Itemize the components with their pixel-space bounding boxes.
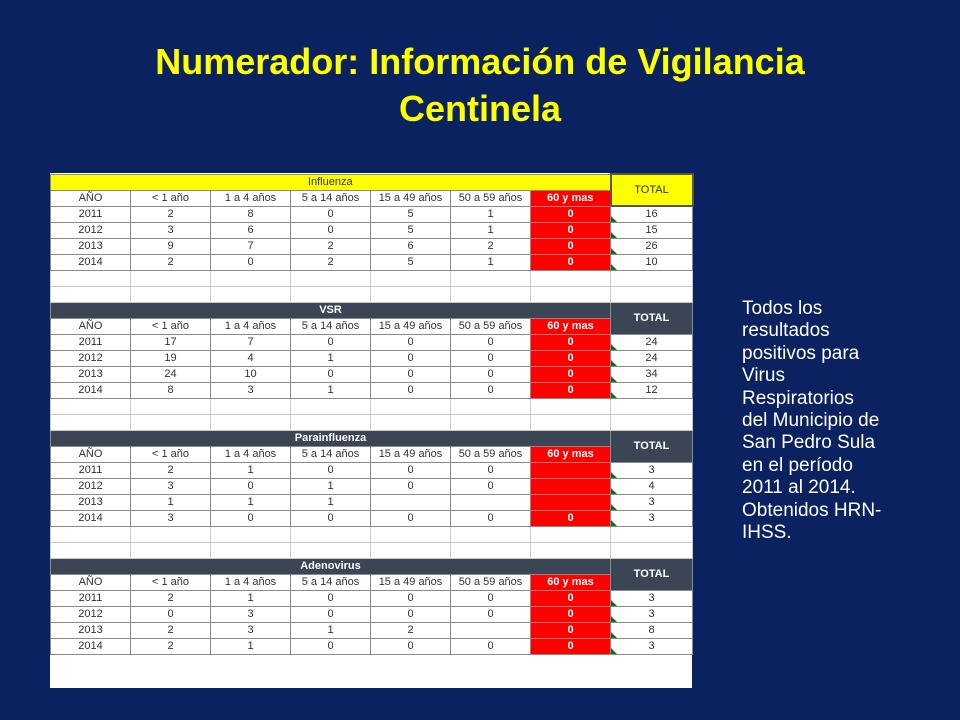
total-cell xyxy=(611,223,693,239)
description-line: resultados xyxy=(742,320,830,342)
value-cell: 3 xyxy=(131,511,211,527)
value-cell: 0 xyxy=(451,335,531,351)
value-cell: 2 xyxy=(131,463,211,479)
description-text xyxy=(742,298,932,544)
value-cell: 1 xyxy=(211,463,291,479)
value-cell: 4 xyxy=(211,351,291,367)
empty-cell xyxy=(131,527,211,543)
empty-cell xyxy=(131,399,211,415)
value-cell: 0 xyxy=(531,383,611,399)
value-cell: 1 xyxy=(211,639,291,655)
value-cell: 6 xyxy=(371,239,451,255)
total-cell xyxy=(611,639,693,655)
total-cell xyxy=(611,463,693,479)
value-cell: 0 xyxy=(291,591,371,607)
value-cell xyxy=(531,495,611,511)
column-header: 50 a 59 años xyxy=(451,190,531,206)
column-header-row xyxy=(51,190,693,206)
column-header: 5 a 14 años xyxy=(291,319,371,335)
cell-marker-icon xyxy=(611,264,617,270)
value-cell: 1 xyxy=(451,206,531,223)
empty-row xyxy=(51,399,693,415)
empty-cell xyxy=(531,399,611,415)
empty-cell xyxy=(451,543,531,559)
value-cell: 0 xyxy=(291,463,371,479)
year-cell: 2012 xyxy=(51,223,131,239)
column-header: 50 a 59 años xyxy=(451,575,531,591)
value-cell: 0 xyxy=(371,367,451,383)
column-header: < 1 año xyxy=(131,319,211,335)
empty-cell xyxy=(211,287,291,303)
value-cell: 2 xyxy=(291,239,371,255)
value-cell: 0 xyxy=(371,479,451,495)
empty-cell xyxy=(531,415,611,431)
value-cell: 2 xyxy=(131,591,211,607)
value-cell: 1 xyxy=(211,495,291,511)
column-header: 1 a 4 años xyxy=(211,319,291,335)
empty-cell xyxy=(291,415,371,431)
column-header: < 1 año xyxy=(131,575,211,591)
value-cell: 8 xyxy=(131,383,211,399)
value-cell: 2 xyxy=(131,255,211,271)
total-cell xyxy=(611,335,693,351)
cell-marker-icon xyxy=(611,488,617,494)
value-cell: 0 xyxy=(531,591,611,607)
total-cell xyxy=(611,623,693,639)
value-cell: 3 xyxy=(211,623,291,639)
value-cell: 7 xyxy=(211,239,291,255)
value-cell: 2 xyxy=(131,639,211,655)
empty-row xyxy=(51,287,693,303)
table-row xyxy=(51,335,693,351)
value-cell: 0 xyxy=(211,479,291,495)
empty-cell xyxy=(531,271,611,287)
value-cell: 5 xyxy=(371,255,451,271)
year-cell: 2012 xyxy=(51,607,131,623)
value-cell: 1 xyxy=(291,479,371,495)
total-value: 10 xyxy=(645,256,658,268)
value-cell xyxy=(451,623,531,639)
value-cell: 0 xyxy=(291,367,371,383)
value-cell: 6 xyxy=(211,223,291,239)
cell-marker-icon xyxy=(611,616,617,622)
column-header: AÑO xyxy=(51,319,131,335)
empty-cell xyxy=(51,543,131,559)
cell-marker-icon xyxy=(611,632,617,638)
column-header: 1 a 4 años xyxy=(211,447,291,463)
table-row xyxy=(51,607,693,623)
value-cell: 0 xyxy=(451,639,531,655)
total-header: TOTAL xyxy=(611,303,693,335)
table-row xyxy=(51,223,693,239)
description-line: positivos para xyxy=(742,342,860,364)
value-cell: 7 xyxy=(211,335,291,351)
surveillance-table xyxy=(50,173,694,655)
total-value: 16 xyxy=(645,208,658,220)
empty-cell xyxy=(51,527,131,543)
empty-cell xyxy=(451,415,531,431)
value-cell: 0 xyxy=(531,351,611,367)
value-cell: 0 xyxy=(451,351,531,367)
value-cell: 0 xyxy=(131,607,211,623)
value-cell: 2 xyxy=(451,239,531,255)
empty-cell xyxy=(51,399,131,415)
year-cell: 2014 xyxy=(51,255,131,271)
year-cell: 2013 xyxy=(51,495,131,511)
empty-cell xyxy=(451,399,531,415)
value-cell: 2 xyxy=(371,623,451,639)
slide-title-line-1: Numerador: Información de Vigilancia xyxy=(155,41,805,82)
column-header-row xyxy=(51,447,693,463)
cell-marker-icon xyxy=(611,376,617,382)
cell-marker-icon xyxy=(611,520,617,526)
year-cell: 2011 xyxy=(51,335,131,351)
value-cell: 3 xyxy=(211,607,291,623)
description-line: San Pedro Sula xyxy=(742,432,876,454)
year-cell: 2013 xyxy=(51,623,131,639)
value-cell: 0 xyxy=(371,511,451,527)
value-cell: 0 xyxy=(291,335,371,351)
column-header: 60 y mas xyxy=(531,319,611,335)
table-row xyxy=(51,351,693,367)
empty-cell xyxy=(51,271,131,287)
total-cell xyxy=(611,479,693,495)
description-line: del Municipio de xyxy=(742,410,880,432)
column-header: 50 a 59 años xyxy=(451,447,531,463)
value-cell: 1 xyxy=(131,495,211,511)
value-cell: 5 xyxy=(371,223,451,239)
year-cell: 2013 xyxy=(51,239,131,255)
empty-cell xyxy=(611,543,693,559)
year-cell: 2013 xyxy=(51,367,131,383)
year-cell: 2014 xyxy=(51,639,131,655)
empty-cell xyxy=(51,415,131,431)
description-line: Obtenidos HRN- xyxy=(742,499,882,521)
total-value: 3 xyxy=(648,512,655,524)
virus-name: Parainfluenza xyxy=(51,431,611,447)
total-header: TOTAL xyxy=(611,174,693,206)
empty-cell xyxy=(371,271,451,287)
empty-cell xyxy=(531,543,611,559)
total-header: TOTAL xyxy=(611,431,693,463)
virus-name: Adenovirus xyxy=(51,559,611,575)
value-cell: 2 xyxy=(291,255,371,271)
empty-row xyxy=(51,527,693,543)
total-value: 3 xyxy=(648,608,655,620)
table-row xyxy=(51,623,693,639)
column-header: 50 a 59 años xyxy=(451,319,531,335)
value-cell: 24 xyxy=(131,367,211,383)
empty-row xyxy=(51,415,693,431)
value-cell: 0 xyxy=(211,255,291,271)
value-cell: 0 xyxy=(531,239,611,255)
value-cell: 0 xyxy=(531,367,611,383)
value-cell: 0 xyxy=(291,223,371,239)
value-cell: 1 xyxy=(291,623,371,639)
value-cell: 0 xyxy=(371,591,451,607)
value-cell: 0 xyxy=(371,639,451,655)
empty-cell xyxy=(291,271,371,287)
column-header: 1 a 4 años xyxy=(211,575,291,591)
total-cell xyxy=(611,383,693,399)
value-cell: 3 xyxy=(211,383,291,399)
value-cell: 2 xyxy=(131,206,211,223)
year-cell: 2012 xyxy=(51,479,131,495)
value-cell: 0 xyxy=(531,206,611,223)
table-row xyxy=(51,206,693,223)
total-value: 12 xyxy=(645,384,658,396)
value-cell xyxy=(451,495,531,511)
value-cell: 0 xyxy=(451,479,531,495)
description-line: Todos los xyxy=(742,298,823,319)
total-cell xyxy=(611,495,693,511)
empty-cell xyxy=(291,527,371,543)
cell-marker-icon xyxy=(611,216,617,222)
value-cell: 1 xyxy=(291,351,371,367)
empty-cell xyxy=(371,415,451,431)
total-value: 26 xyxy=(645,240,658,252)
year-cell: 2014 xyxy=(51,383,131,399)
value-cell: 0 xyxy=(451,511,531,527)
total-cell xyxy=(611,607,693,623)
empty-cell xyxy=(371,543,451,559)
column-header: < 1 año xyxy=(131,190,211,206)
section-header-row xyxy=(51,174,693,190)
total-value: 15 xyxy=(645,224,658,236)
column-header: 60 y mas xyxy=(531,447,611,463)
cell-marker-icon xyxy=(611,392,617,398)
empty-cell xyxy=(291,399,371,415)
description-line: Respiratorios xyxy=(742,387,854,409)
column-header: 1 a 4 años xyxy=(211,190,291,206)
total-cell xyxy=(611,511,693,527)
empty-cell xyxy=(451,271,531,287)
value-cell: 2 xyxy=(131,623,211,639)
table-row xyxy=(51,479,693,495)
description-line: en el período xyxy=(742,454,853,476)
table-row xyxy=(51,463,693,479)
empty-cell xyxy=(211,399,291,415)
value-cell: 1 xyxy=(451,255,531,271)
total-value: 3 xyxy=(648,640,655,652)
value-cell: 0 xyxy=(451,383,531,399)
year-cell: 2011 xyxy=(51,206,131,223)
year-cell: 2014 xyxy=(51,511,131,527)
slide-title xyxy=(0,38,960,132)
empty-cell xyxy=(371,399,451,415)
value-cell: 3 xyxy=(131,223,211,239)
table-row xyxy=(51,239,693,255)
value-cell: 3 xyxy=(131,479,211,495)
empty-cell xyxy=(531,527,611,543)
column-header: 15 a 49 años xyxy=(371,319,451,335)
value-cell: 0 xyxy=(531,639,611,655)
empty-cell xyxy=(611,415,693,431)
total-value: 4 xyxy=(648,480,655,492)
total-cell xyxy=(611,239,693,255)
cell-marker-icon xyxy=(611,648,617,654)
total-value: 34 xyxy=(645,368,658,380)
cell-marker-icon xyxy=(611,600,617,606)
value-cell: 0 xyxy=(291,639,371,655)
column-header: 5 a 14 años xyxy=(291,190,371,206)
total-header: TOTAL xyxy=(611,559,693,591)
empty-cell xyxy=(211,271,291,287)
value-cell: 0 xyxy=(371,351,451,367)
value-cell xyxy=(531,479,611,495)
empty-cell xyxy=(611,527,693,543)
value-cell: 0 xyxy=(531,255,611,271)
section-header-row xyxy=(51,559,693,575)
value-cell: 10 xyxy=(211,367,291,383)
column-header: AÑO xyxy=(51,575,131,591)
column-header: 60 y mas xyxy=(531,190,611,206)
value-cell: 0 xyxy=(451,607,531,623)
empty-cell xyxy=(211,543,291,559)
value-cell: 0 xyxy=(371,383,451,399)
total-cell xyxy=(611,255,693,271)
year-cell: 2011 xyxy=(51,591,131,607)
total-cell xyxy=(611,351,693,367)
value-cell: 0 xyxy=(291,607,371,623)
total-cell xyxy=(611,591,693,607)
column-header: 60 y mas xyxy=(531,575,611,591)
empty-cell xyxy=(371,287,451,303)
table-row xyxy=(51,639,693,655)
empty-cell xyxy=(611,399,693,415)
column-header-row xyxy=(51,575,693,591)
value-cell: 0 xyxy=(531,623,611,639)
column-header: 15 a 49 años xyxy=(371,575,451,591)
value-cell: 0 xyxy=(211,511,291,527)
value-cell: 8 xyxy=(211,206,291,223)
table-row xyxy=(51,255,693,271)
value-cell: 1 xyxy=(291,383,371,399)
cell-marker-icon xyxy=(611,248,617,254)
slide-title-line-2: Centinela xyxy=(398,88,562,129)
empty-cell xyxy=(611,271,693,287)
description-line: Virus xyxy=(742,365,785,387)
table-row xyxy=(51,383,693,399)
empty-cell xyxy=(291,287,371,303)
empty-row xyxy=(51,543,693,559)
spreadsheet-image xyxy=(50,173,692,688)
column-header: 5 a 14 años xyxy=(291,447,371,463)
column-header: 5 a 14 años xyxy=(291,575,371,591)
virus-name: Influenza xyxy=(51,174,611,190)
value-cell: 17 xyxy=(131,335,211,351)
empty-cell xyxy=(371,527,451,543)
value-cell: 0 xyxy=(451,367,531,383)
empty-cell xyxy=(211,415,291,431)
empty-cell xyxy=(131,271,211,287)
total-value: 3 xyxy=(648,592,655,604)
table-row xyxy=(51,591,693,607)
value-cell: 5 xyxy=(371,206,451,223)
empty-cell xyxy=(131,543,211,559)
table-row xyxy=(51,367,693,383)
column-header: AÑO xyxy=(51,447,131,463)
description-line: 2011 al 2014. xyxy=(742,477,856,499)
value-cell: 0 xyxy=(451,463,531,479)
section-header-row xyxy=(51,431,693,447)
cell-marker-icon xyxy=(611,344,617,350)
empty-row xyxy=(51,271,693,287)
cell-marker-icon xyxy=(611,232,617,238)
total-value: 3 xyxy=(648,496,655,508)
table-row xyxy=(51,511,693,527)
total-value: 24 xyxy=(645,336,658,348)
cell-marker-icon xyxy=(611,504,617,510)
value-cell: 0 xyxy=(531,511,611,527)
cell-marker-icon xyxy=(611,360,617,366)
value-cell: 0 xyxy=(531,607,611,623)
year-cell: 2011 xyxy=(51,463,131,479)
empty-cell xyxy=(451,287,531,303)
value-cell: 0 xyxy=(371,335,451,351)
empty-cell xyxy=(211,527,291,543)
value-cell: 9 xyxy=(131,239,211,255)
virus-name: VSR xyxy=(51,303,611,319)
value-cell: 0 xyxy=(531,223,611,239)
value-cell: 0 xyxy=(531,335,611,351)
total-value: 8 xyxy=(648,624,655,636)
empty-cell xyxy=(291,543,371,559)
value-cell: 19 xyxy=(131,351,211,367)
total-value: 3 xyxy=(648,464,655,476)
value-cell: 0 xyxy=(371,463,451,479)
value-cell xyxy=(371,495,451,511)
value-cell xyxy=(531,463,611,479)
empty-cell xyxy=(531,287,611,303)
cell-marker-icon xyxy=(611,472,617,478)
value-cell: 1 xyxy=(291,495,371,511)
description-line: IHSS. xyxy=(742,522,792,544)
empty-cell xyxy=(51,287,131,303)
column-header-row xyxy=(51,319,693,335)
table-row xyxy=(51,495,693,511)
value-cell: 0 xyxy=(371,607,451,623)
empty-cell xyxy=(131,287,211,303)
empty-cell xyxy=(451,527,531,543)
column-header: < 1 año xyxy=(131,447,211,463)
value-cell: 0 xyxy=(291,206,371,223)
value-cell: 0 xyxy=(291,511,371,527)
year-cell: 2012 xyxy=(51,351,131,367)
column-header: AÑO xyxy=(51,190,131,206)
value-cell: 0 xyxy=(451,591,531,607)
total-value: 24 xyxy=(645,352,658,364)
empty-cell xyxy=(131,415,211,431)
total-cell xyxy=(611,367,693,383)
column-header: 15 a 49 años xyxy=(371,190,451,206)
value-cell: 1 xyxy=(211,591,291,607)
empty-cell xyxy=(611,287,693,303)
column-header: 15 a 49 años xyxy=(371,447,451,463)
value-cell: 1 xyxy=(451,223,531,239)
section-header-row xyxy=(51,303,693,319)
total-cell xyxy=(611,206,693,223)
